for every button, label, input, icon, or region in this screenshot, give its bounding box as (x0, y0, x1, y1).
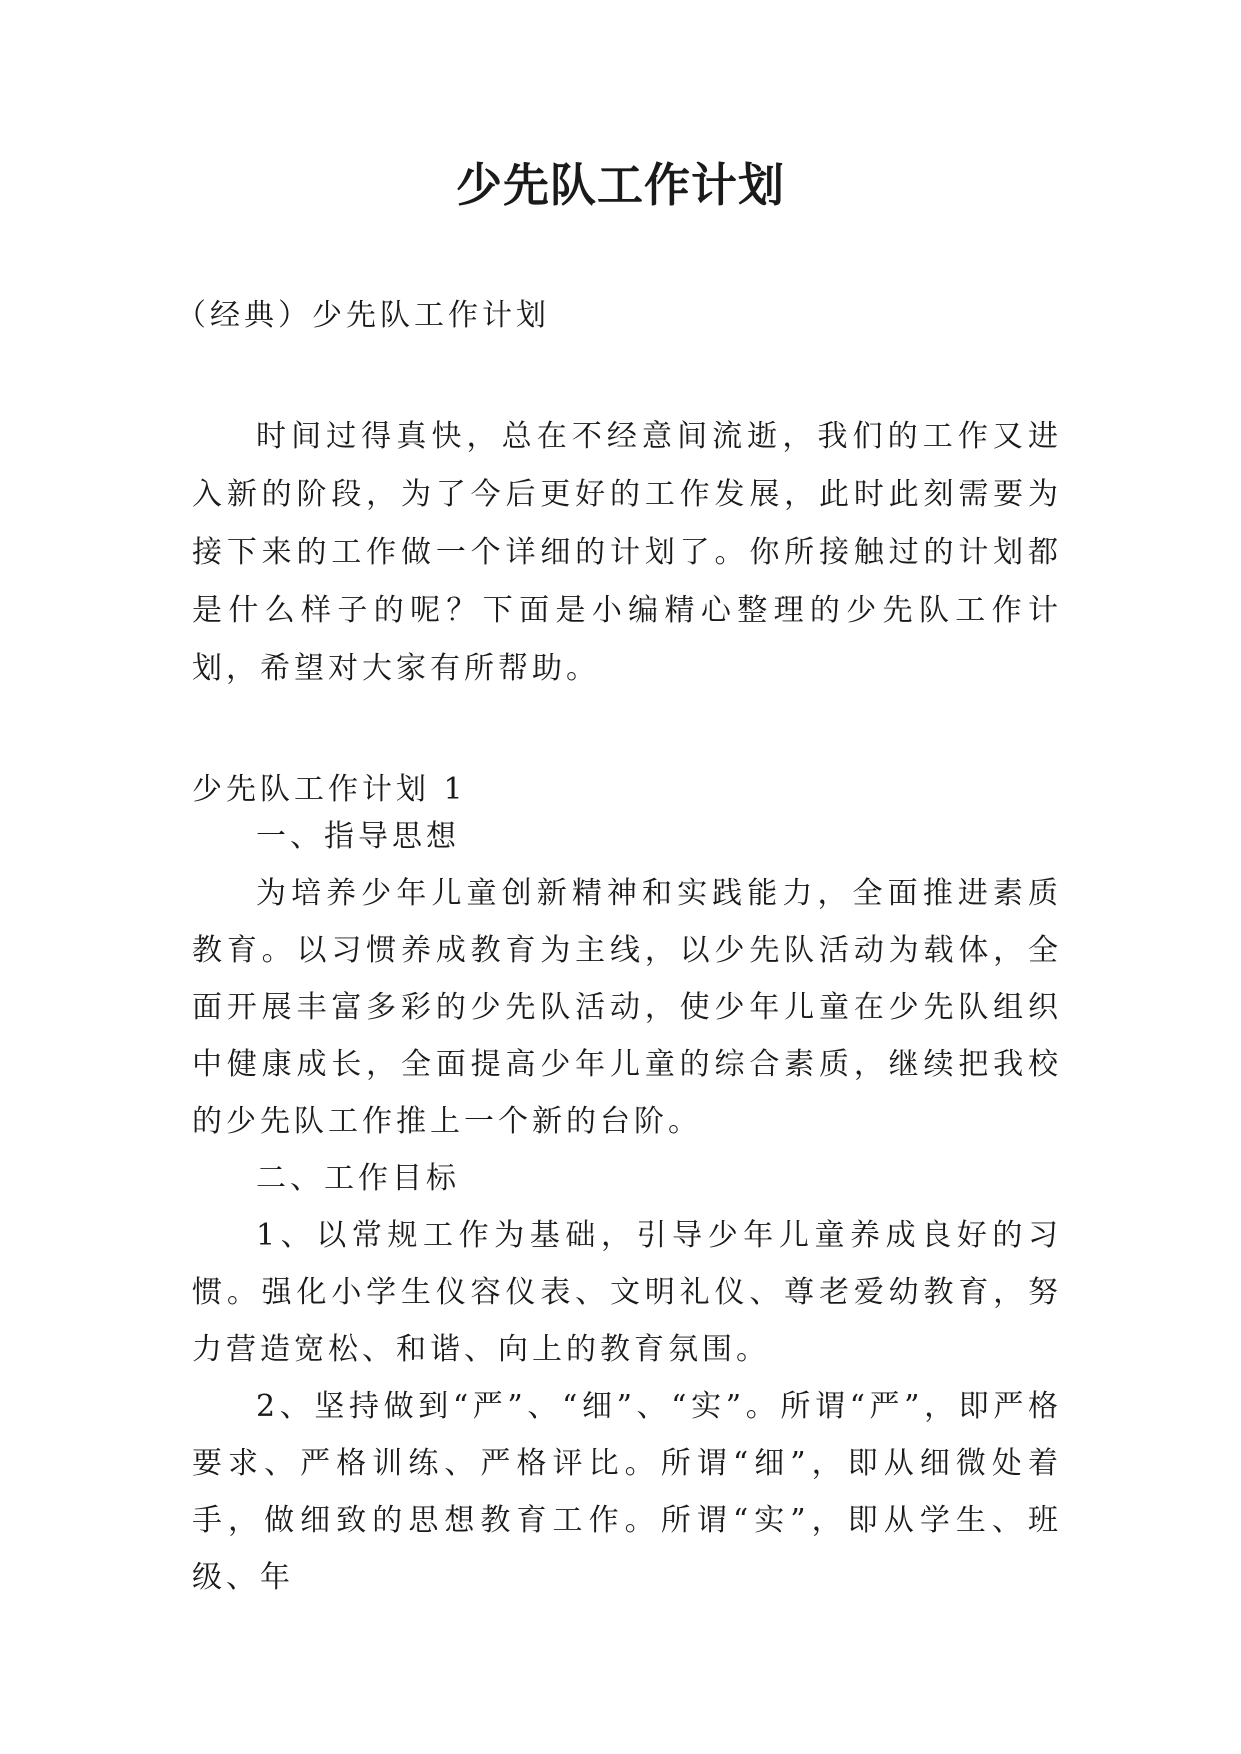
document-title: 少先队工作计划 (456, 158, 785, 212)
section-title: 少先队工作计划 1 (192, 772, 467, 807)
paragraph-goal-2: 2、坚持做到“严”、“细”、“实”。所谓“严”，即严格要求、严格训练、严格评比。所谓“细”，即从细微处着手，做细致的思想教育工作。所谓“实”，即从学生、班级、年 (192, 1389, 1062, 1595)
intro-paragraph: 时间过得真快，总在不经意间流逝，我们的工作又进入新的阶段，为了今后更好的工作发展，此时此刻需要为接下来的工作做一个详细的计划了。你所接触过的计划都是什么样子的呢？下面是小编精心整理的少先队工作计划，希望对大家有所帮助。 (192, 419, 1062, 686)
intro-block (192, 408, 1062, 756)
heading-work-goals: 二、工作目标 (256, 1161, 460, 1196)
paragraph-guiding-ideology: 为培养少年儿童创新精神和实践能力，全面推进素质教育。以习惯养成教育为主线，以少先队活动为载体，全面开展丰富多彩的少先队活动，使少年儿童在少先队组织中健康成长，全面提高少年儿童的综合素质，继续把我校的少先队工作推上一个新的台阶。 (192, 876, 1062, 1139)
heading-guiding-ideology: 一、指导思想 (256, 819, 460, 854)
section-body (192, 808, 1062, 1606)
paragraph-goal-1: 1、以常规工作为基础，引导少年儿童养成良好的习惯。强化小学生仪容仪表、文明礼仪、尊老爱幼教育，努力营造宽松、和谐、向上的教育氛围。 (192, 1218, 1062, 1367)
document-subtitle: （经典）少先队工作计划 (176, 298, 550, 333)
